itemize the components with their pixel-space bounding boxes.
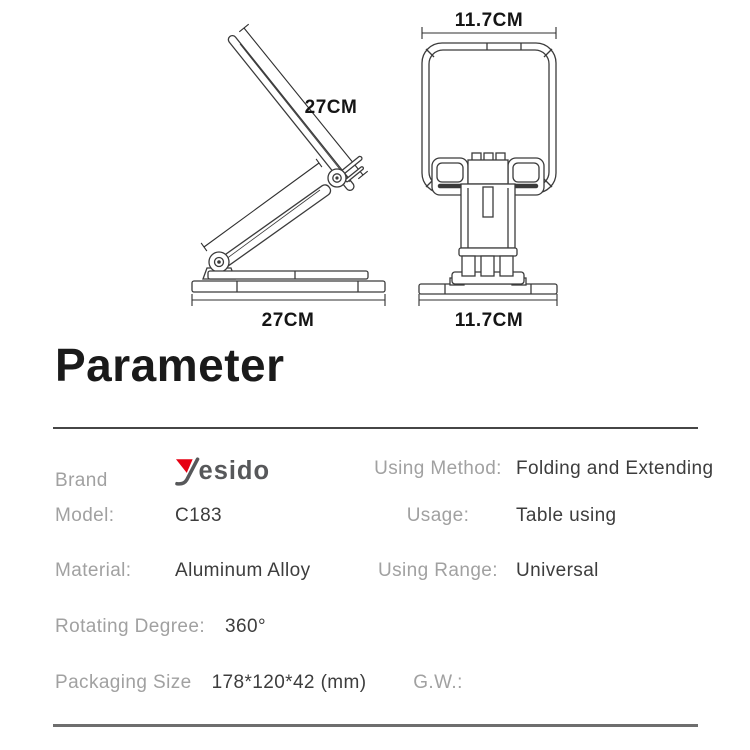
base-dimension-line [192, 294, 385, 306]
logo-text: esido [198, 456, 271, 485]
spec-label: Using Range: [378, 560, 498, 581]
spec-row-model [55, 505, 222, 531]
spec-row-brand [55, 456, 277, 491]
base-dimension-line [419, 294, 557, 306]
spec-label: Using Method: [374, 458, 502, 479]
spec-value: Folding and Extending [516, 458, 714, 479]
spec-label: Usage: [406, 505, 470, 526]
side-view-diagram [170, 10, 400, 330]
front-view-diagram [405, 10, 575, 330]
front-top-dimension-label: 11.7CM [454, 10, 524, 31]
side-panel-dimension-label: 27CM [304, 97, 358, 118]
spec-value: Universal [516, 560, 599, 581]
front-base-dimension-label: 11.7CM [454, 310, 524, 330]
spec-value: C183 [175, 505, 223, 526]
telescopic-column [461, 184, 515, 252]
yesido-logo [175, 452, 277, 486]
spec-row-packaging-size [55, 672, 367, 698]
side-base-dimension-label: 27CM [261, 310, 315, 330]
spec-value: 360° [225, 616, 266, 637]
spec-label: G.W.: [413, 672, 463, 693]
spec-label: Brand [55, 470, 108, 491]
spec-row-rotating-degree [55, 616, 266, 642]
spec-label: Rotating Degree: [55, 616, 206, 637]
base-plate [419, 248, 557, 294]
spec-label: Packaging Size [55, 672, 192, 693]
spec-row-material [55, 560, 310, 586]
spec-row-using-range [368, 560, 599, 586]
spec-label: Material: [55, 560, 132, 581]
divider-bottom [53, 724, 698, 727]
spec-value: 178*120*42 (mm) [211, 672, 367, 693]
spec-row-usage [368, 505, 617, 531]
spec-row-gross-weight [368, 672, 516, 698]
page-title: Parameter [55, 339, 285, 391]
base-plate [192, 271, 385, 292]
spec-value: Table using [516, 505, 617, 526]
divider-top [53, 427, 698, 429]
spec-label: Model: [55, 505, 115, 526]
spec-row-using-method [368, 458, 713, 484]
upper-hinge [328, 169, 346, 187]
center-bracket [468, 153, 508, 184]
spec-value: Aluminum Alloy [175, 560, 311, 581]
